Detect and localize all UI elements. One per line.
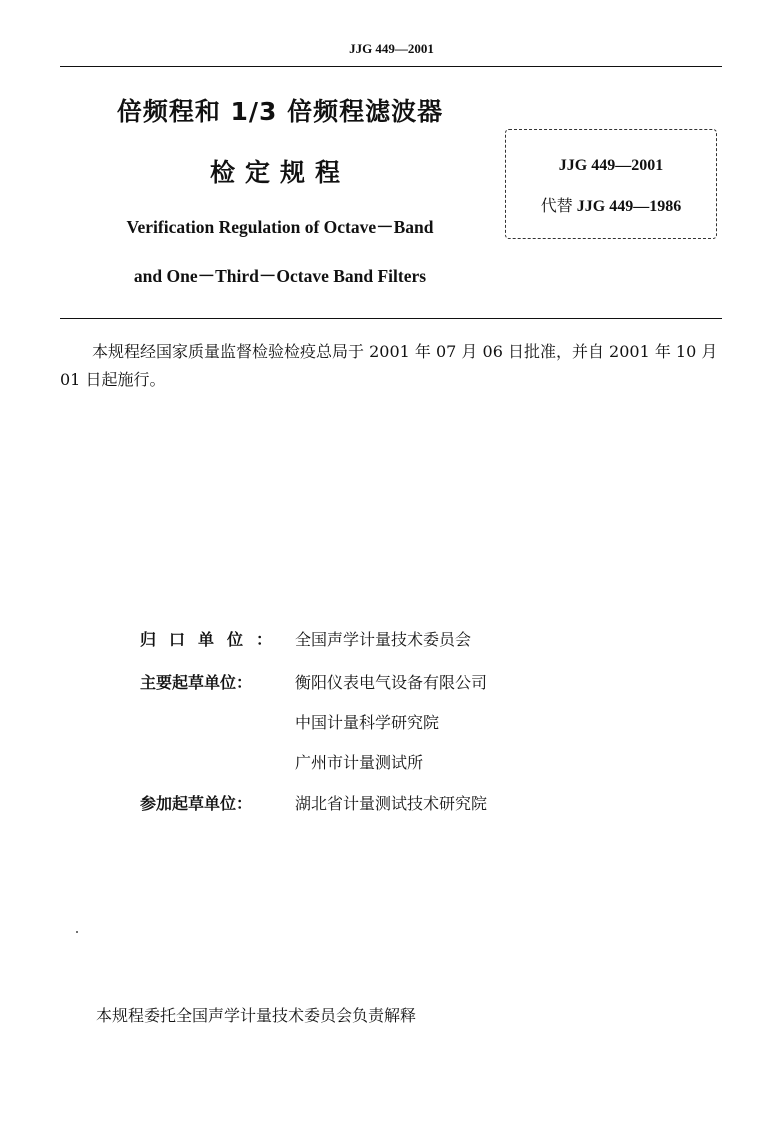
unit-label-centralized: 归口单位： [140, 630, 286, 649]
standard-code: JJG 449—2001 [558, 157, 664, 174]
unit-row-main-drafting [140, 670, 487, 693]
unit-row-main-drafting-3 [140, 750, 423, 773]
unit-value-main-drafting-3: 广州市计量测试所 [295, 753, 424, 772]
title-english-line1: Verification Regulation of Octave－Band [126, 217, 434, 237]
unit-value-main-drafting-1: 衡阳仪表电气设备有限公司 [295, 673, 488, 692]
subtitle-chinese: 检定规程 [209, 158, 350, 187]
approval-text: 本规程经国家质量监督检验检疫总局于 2001 年 07 月 06 日批准，并自 2001 年 10 月 01 日起施行。 [60, 342, 718, 389]
interpretation-note: 本规程委托全国声学计量技术委员会负责解释 [96, 1006, 417, 1025]
unit-label-main-drafting: 主要起草单位： [140, 673, 253, 692]
section-rule [60, 318, 722, 319]
standard-code-box [505, 129, 717, 239]
unit-value-main-drafting-2: 中国计量科学研究院 [295, 713, 440, 732]
unit-value-centralized: 全国声学计量技术委员会 [295, 630, 472, 649]
running-header-code: JJG 449—2001 [349, 41, 434, 56]
unit-row-main-drafting-2 [140, 710, 439, 733]
unit-value-participating: 湖北省计量测试技术研究院 [295, 794, 488, 813]
title-english-line2: and One－Third－Octave Band Filters [133, 266, 427, 286]
title-chinese: 倍频程和 1/3 倍频程滤波器 [116, 97, 444, 126]
header-rule [60, 66, 722, 67]
unit-label-participating: 参加起草单位： [140, 794, 253, 813]
replaces-code: JJG 449—1986 [576, 198, 682, 215]
replaces-prefix: 代替 [540, 198, 573, 215]
unit-row-centralized [140, 627, 471, 650]
unit-row-participating [140, 791, 487, 814]
stray-mark [76, 931, 78, 933]
replaces-line [506, 193, 716, 216]
